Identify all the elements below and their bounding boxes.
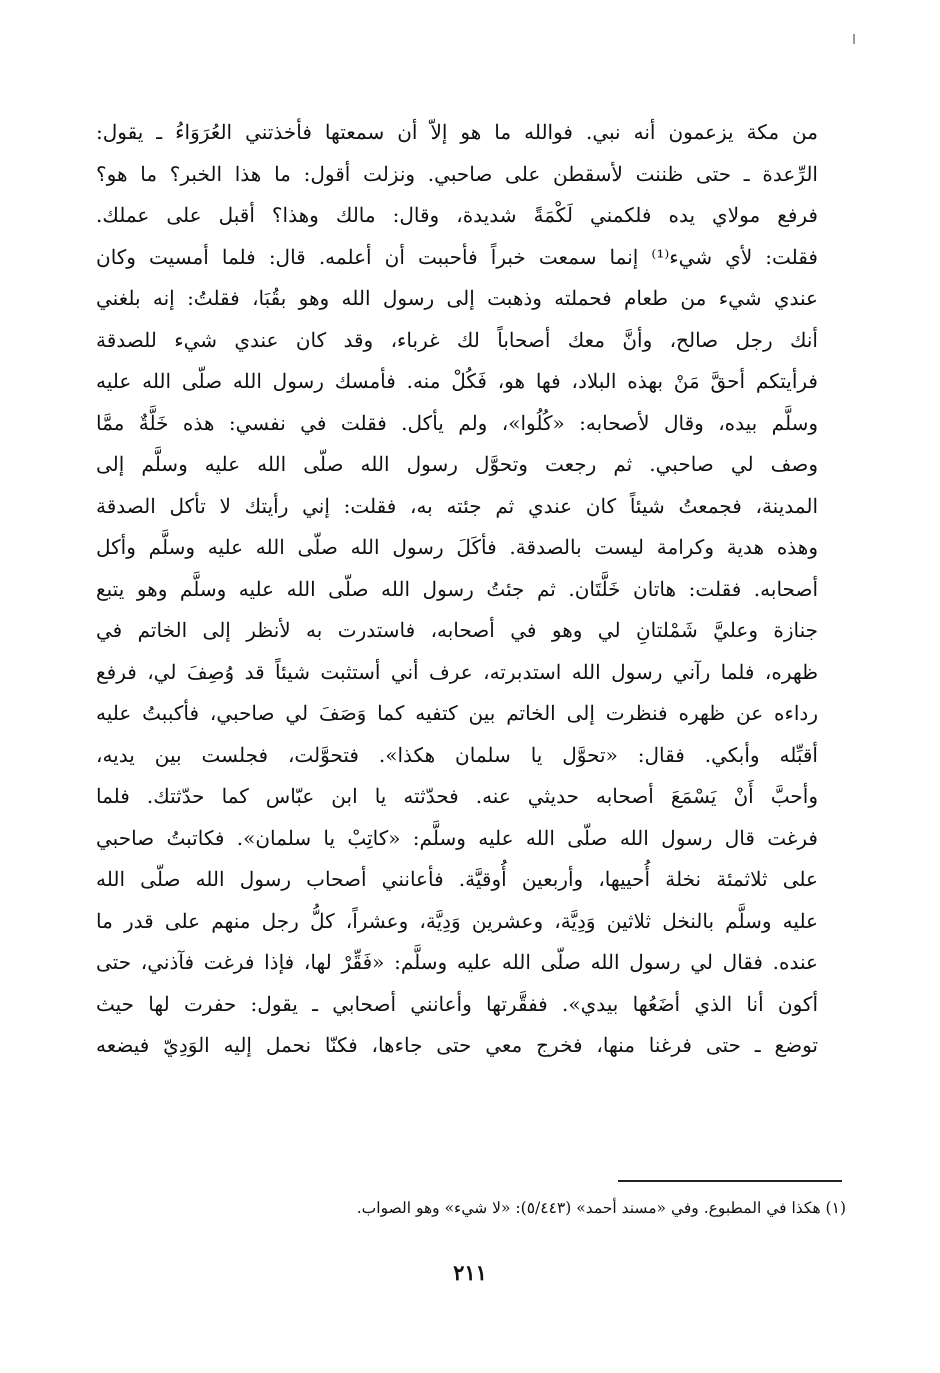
text-line: فرأيتكم أحقَّ مَنْ بهذه البلاد، فها هو، فَكُلْ منه. فأمسك رسول الله صلّى الله عليه	[96, 369, 818, 393]
footnote: (١) هكذا في المطبوع. وفي «مسند أحمد» (٥/٤٤٣): «لا شيء» وهو الصواب.	[356, 1199, 846, 1217]
text-line: الرِّعدة ـ حتى ظننت لأسقطن على صاحبي. ونزلت أقول: ما هذا الخبر؟ ما هو؟	[96, 161, 818, 186]
footnote-separator	[618, 1180, 842, 1182]
text-line: المدينة، فجمعتُ شيئاً كان عندي ثم جئته به، فقلت: إني رأيتك لا تأكل الصدقة	[96, 493, 818, 518]
text-line: فقلت: لأي شيء⁽¹⁾ إنما سمعت خبراً فأحببت أن أعلمه. قال: فلما أمسيت وكان	[96, 244, 818, 269]
text-line: عليه وسلَّم بالنخل ثلاثين وَدِيَّة، وعشرين وَدِيَّة، وعشراً، كلُّ رجل منهم على قدر ما	[96, 908, 818, 933]
page-number: ٢١١	[453, 1260, 487, 1285]
text-line: جنازة وعليَّ شَمْلتانِ لي وهو في أصحابه، فاستدرت به لأنظر إلى الخاتم في	[96, 618, 818, 642]
text-line: وهذه هدية وكرامة ليست بالصدقة. فأكَلَ رسول الله صلّى الله عليه وسلَّم وأكل	[96, 535, 818, 559]
text-line: وصف لي صاحبي. ثم رجعت وتحوَّل رسول الله صلّى الله عليه وسلَّم إلى	[96, 452, 818, 476]
text-line: أقبِّله وأبكي. فقال: «تحوَّل يا سلمان هكذا». فتحوَّلت، فجلست بين يديه،	[96, 742, 818, 767]
text-line: أنك رجل صالح، وأنَّ معك أصحاباً لك غرباء، وقد كان عندي شيء للصدقة	[96, 327, 818, 352]
text-line: أكون أنا الذي أضَعُها بيدي». ففقَّرتها وأعانني أصحابي ـ يقول: حفرت لها حيث	[96, 991, 818, 1016]
text-line: فرفع مولاي يده فلكمني لَكْمَةً شديدة، وقال: مالك وهذا؟ أقبل على عملك.	[96, 203, 818, 227]
text-line: عندي شيء من طعام فحملته وذهبت إلى رسول الله وهو بقُبَا، فقلتُ: إنه بلغني	[96, 286, 818, 310]
text-line: رداءه عن ظهره فنظرت إلى الخاتم بين كتفيه كما وَصَفَ لي صاحبي، فأكببتُ عليه	[96, 701, 818, 725]
text-line: فرغت قال رسول الله صلّى الله عليه وسلَّم: «كاتِبْ يا سلمان». فكاتبتُ صاحبي	[96, 825, 818, 850]
text-line: وسلَّم بيده، وقال لأصحابه: «كُلُوا»، ولم يأكل. فقلت في نفسي: هذه خَلَّةٌ ممَّا	[96, 410, 818, 435]
text-line: أصحابه. فقلت: هاتان خَلَّتَان. ثم جئتُ رسول الله صلّى الله عليه وسلَّم وهو يتبع	[96, 576, 818, 601]
scan-mark	[853, 34, 855, 44]
text-line: ظهره، فلما رآني رسول الله استدبرته، عرف أني أستثبت شيئاً قد وُصِفَ لي، فرفع	[96, 659, 818, 684]
text-line: على ثلاثمئة نخلة أُحييها، وأربعين أُوقيَّة. فأعانني أصحاب رسول الله صلّى الله	[96, 867, 818, 891]
main-text	[96, 112, 818, 1067]
text-line: من مكة يزعمون أنه نبي. فوالله ما هو إلاّ أن سمعتها فأخذتني العُرَوَاءُ ـ يقول:	[96, 120, 818, 144]
text-line: توضع ـ حتى فرغنا منها، فخرج معي حتى جاءها، فكنّا نحمل إليه الوَدِيّ فيضعه	[96, 1033, 818, 1057]
text-line: عنده. فقال لي رسول الله صلّى الله عليه وسلَّم: «فَقِّرْ لها، فإذا فرغت فآذني، حتى	[96, 950, 818, 974]
text-line: وأحبَّ أَنْ يَسْمَعَ أصحابه حديثي عنه. فحدّثته يا ابن عبّاس كما حدّثتك. فلما	[96, 784, 818, 808]
